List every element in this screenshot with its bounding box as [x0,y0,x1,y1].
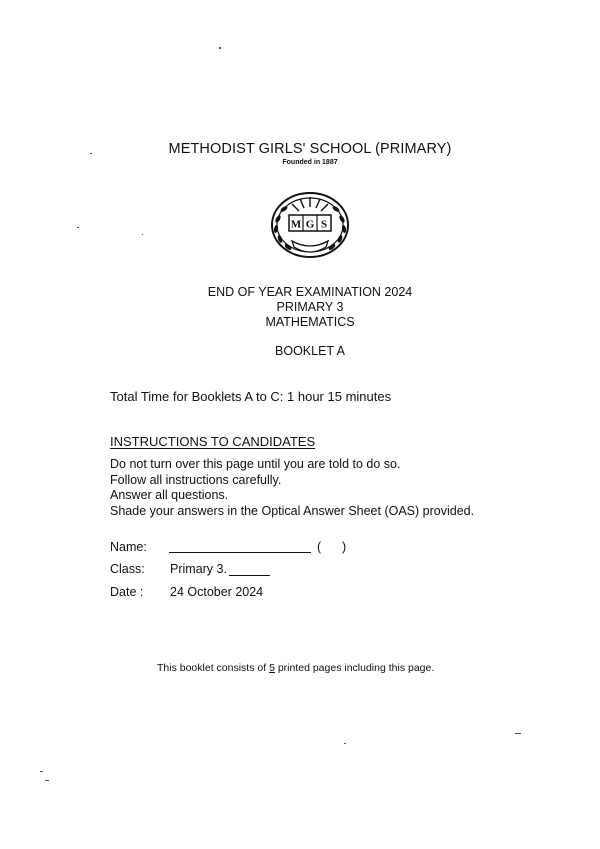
class-label: Class: [110,562,145,576]
page-count-number: 5 [269,662,275,674]
crest-letter-s: S [320,218,328,231]
instruction-item: Do not turn over this page until you are told to do so. [110,457,401,471]
class-value: Primary 3. [170,562,227,576]
exam-level: PRIMARY 3 [276,300,344,314]
page-count-note [157,662,434,674]
scan-speck [344,743,346,744]
school-crest-icon [268,189,352,259]
page-count-suffix: printed pages including this page. [274,662,435,674]
scan-speck [515,733,521,734]
scan-speck [90,153,92,154]
scan-speck [40,771,43,772]
instruction-item: Follow all instructions carefully. [110,472,282,487]
scan-speck [219,47,221,49]
scan-speck [45,780,49,781]
total-time: Total Time for Booklets A to C: 1 hour 15 minutes [110,389,392,404]
date-label: Date : [110,585,144,599]
class-blank-line [229,575,270,576]
instruction-item: Shade your answers in the Optical Answer Sheet (OAS) provided. [110,503,475,518]
school-name: METHODIST GIRLS' SCHOOL (PRIMARY) [168,141,452,157]
instructions-list [110,457,474,519]
scan-speck [77,227,79,228]
exam-subject: MATHEMATICS [265,315,355,329]
name-label: Name: [110,540,147,554]
crest-letter-m: M [290,218,302,231]
register-number-bracket: ( ) [317,540,347,554]
founded-year: Founded in 1887 [282,159,338,166]
name-blank-line [169,552,311,553]
crest-letter-g: G [305,218,315,231]
exam-title: END OF YEAR EXAMINATION 2024 [207,285,413,299]
booklet-label: BOOKLET A [275,344,345,358]
scan-speck [142,234,143,235]
page-count-prefix: This booklet consists of [157,662,270,674]
date-value: 24 October 2024 [170,585,264,599]
instructions-heading: INSTRUCTIONS TO CANDIDATES [110,434,316,449]
instruction-item: Answer all questions. [110,488,229,502]
